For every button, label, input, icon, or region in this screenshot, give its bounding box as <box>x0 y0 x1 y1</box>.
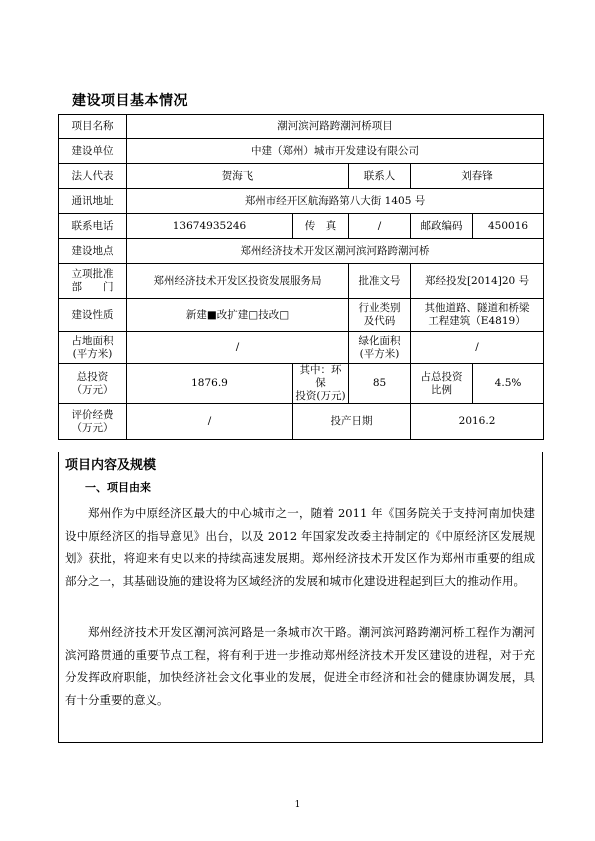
table-row <box>59 139 544 164</box>
builder-value: 中建（郑州）城市开发建设有限公司 <box>127 139 544 164</box>
category-label <box>349 299 411 332</box>
category-value <box>411 299 544 332</box>
investment-label <box>59 364 127 404</box>
table-row <box>59 189 544 214</box>
approval-doc-value: 郑经投发[2014]20 号 <box>411 264 544 299</box>
project-name-value: 潮河滨河路跨潮河桥项目 <box>127 115 544 139</box>
approval-label-line1: 立项批准 <box>71 268 114 280</box>
green-area-value: / <box>411 332 544 364</box>
approval-label-line2: 部 门 <box>71 281 114 293</box>
phone-value: 13674935246 <box>127 214 293 239</box>
green-area-label-line1: 绿化面积 <box>358 334 401 347</box>
postcode-label: 邮政编码 <box>411 214 473 239</box>
eval-cost-label-line2: （万元） <box>71 421 114 434</box>
env-investment-value: 85 <box>349 364 411 404</box>
content-section <box>58 452 543 743</box>
address-value: 郑州市经开区航海路第八大街 1405 号 <box>127 189 544 214</box>
category-value-line1: 其他道路、隧道和桥梁 <box>424 302 530 314</box>
env-investment-label-line1: 其中：环保 <box>299 364 342 389</box>
legal-rep-label: 法人代表 <box>59 164 127 189</box>
table-row <box>59 364 544 404</box>
ratio-value: 4.5% <box>473 364 544 404</box>
area-label-line2: (平方米) <box>72 347 113 360</box>
area-value: / <box>127 332 349 364</box>
table-row <box>59 332 544 364</box>
location-value: 郑州经济技术开发区潮河滨河路跨潮河桥 <box>127 239 544 264</box>
production-date-value: 2016.2 <box>411 404 544 440</box>
project-info-table <box>58 114 544 440</box>
table-row <box>59 239 544 264</box>
ratio-label-line1: 占总投资 <box>420 370 463 383</box>
contact-value: 刘春锋 <box>411 164 544 189</box>
paragraph: 郑州作为中原经济区最大的中心城市之一，随着 2011 年《国务院关于支持河南加快建设中原经济区的指导意见》出台，以及 2012 年国家发改委主持制定的《中原经济区发展规划》获批，将迎来有史以来的持续高速发展期。郑州经济技术开发区作为郑州市重要的组成部分之一，其基础设施的建设将为区域经济的发展和城市化建设进程起到巨大的推动作用。 <box>65 506 535 588</box>
paragraph: 郑州经济技术开发区潮河滨河路是一条城市次干路。潮河滨河路跨潮河桥工程作为潮河滨河路贯通的重要节点工程，将有利于进一步推动郑州经济技术开发区建设的进程，对于充分发挥政府职能，加快经济社会文化事业的发展，促进全市经济和社会的健康协调发展，具有十分重要的意义。 <box>65 625 535 707</box>
green-area-label-line2: (平方米) <box>359 347 400 360</box>
env-investment-label <box>293 364 349 404</box>
table-row <box>59 214 544 239</box>
builder-label: 建设单位 <box>59 139 127 164</box>
page-title: 建设项目基本情况 <box>72 93 188 109</box>
approval-label <box>59 264 127 299</box>
nature-label: 建设性质 <box>59 299 127 332</box>
page-number: 1 <box>294 800 301 810</box>
fax-label: 传 真 <box>293 214 349 239</box>
investment-value: 1876.9 <box>127 364 293 404</box>
table-row <box>59 264 544 299</box>
contact-label: 联系人 <box>349 164 411 189</box>
address-label: 通讯地址 <box>59 189 127 214</box>
ratio-label-line2: 比例 <box>431 383 452 396</box>
category-label-line2: 及代码 <box>363 315 396 327</box>
sub-heading: 一、项目由来 <box>85 481 151 494</box>
eval-cost-label-line1: 评价经费 <box>71 408 114 421</box>
ratio-label <box>411 364 473 404</box>
investment-label-line1: 总投资 <box>76 370 109 383</box>
table-row <box>59 299 544 332</box>
production-date-label: 投产日期 <box>293 404 411 440</box>
area-label-line1: 占地面积 <box>71 334 114 347</box>
location-label: 建设地点 <box>59 239 127 264</box>
eval-cost-value: / <box>127 404 293 440</box>
env-investment-label-line2: 投资(万元) <box>295 390 346 402</box>
approval-doc-label: 批准文号 <box>349 264 411 299</box>
eval-cost-label <box>59 404 127 440</box>
postcode-value: 450016 <box>473 214 544 239</box>
fax-value: / <box>349 214 411 239</box>
investment-label-line2: （万元） <box>71 383 114 396</box>
nature-value: 新建■改扩建□技改□ <box>127 299 349 332</box>
category-value-line2: 工程建筑（E4819） <box>428 315 526 327</box>
section-title: 项目内容及规模 <box>65 458 157 473</box>
category-label-line1: 行业类别 <box>358 302 401 314</box>
phone-label: 联系电话 <box>59 214 127 239</box>
project-name-label: 项目名称 <box>59 115 127 139</box>
table-row <box>59 404 544 440</box>
legal-rep-value: 贺海飞 <box>127 164 349 189</box>
area-label <box>59 332 127 364</box>
green-area-label <box>349 332 411 364</box>
table-row <box>59 164 544 189</box>
table-row <box>59 115 544 139</box>
approval-value: 郑州经济技术开发区投资发展服务局 <box>127 264 349 299</box>
